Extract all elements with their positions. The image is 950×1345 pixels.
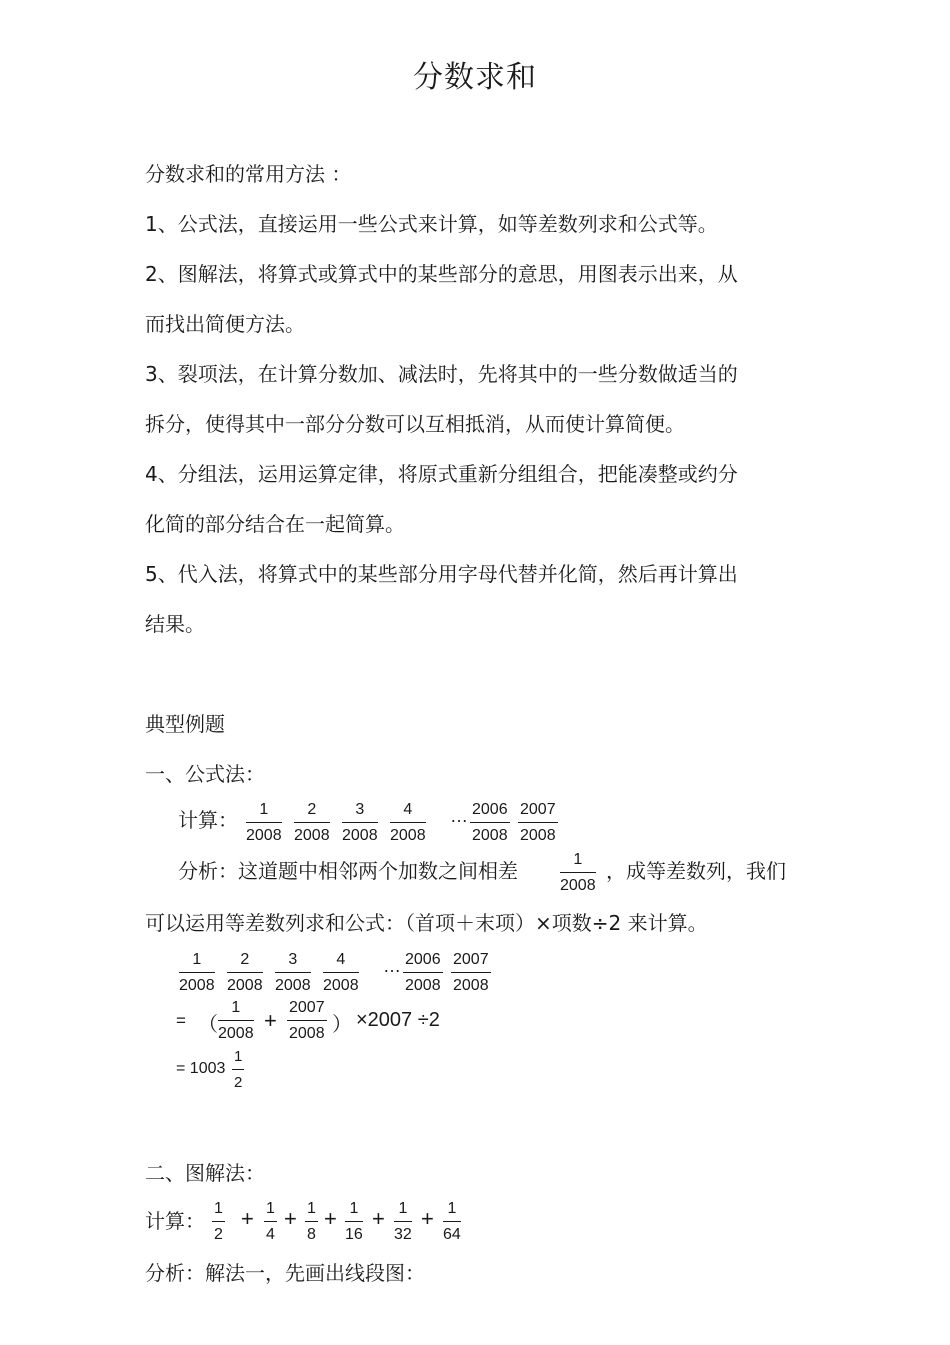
numerator: 3 xyxy=(275,950,311,973)
denominator: 2008 xyxy=(275,977,311,994)
numerator: 2006 xyxy=(403,950,443,973)
fraction xyxy=(305,1199,318,1245)
numerator: 1 xyxy=(394,1199,412,1222)
numerator: 1 xyxy=(345,1199,363,1222)
intro-text: 分数求和的常用方法 ： xyxy=(145,162,352,186)
denominator: 2008 xyxy=(472,827,508,844)
plus-sign: + xyxy=(421,1206,434,1231)
method-line-6: 4、分组法，运用运算定律，将原式重新分组组合，把能凑整或约分 xyxy=(145,462,738,486)
method-line-2: 2、图解法，将算式或算式中的某些部分的意思，用图表示出来，从 xyxy=(145,262,738,286)
denominator: 2008 xyxy=(218,1025,254,1042)
numerator: 1 xyxy=(305,1199,318,1222)
method-line-5: 拆分，使得其中一部分分数可以互相抵消，从而使计算简便。 xyxy=(145,412,685,436)
denominator: 32 xyxy=(394,1226,412,1243)
numerator: 4 xyxy=(390,800,426,823)
numerator: 1 xyxy=(246,800,282,823)
section1-calc-label: 计算： xyxy=(178,808,238,832)
denominator: 4 xyxy=(266,1226,275,1243)
numerator: 3 xyxy=(342,800,378,823)
fraction xyxy=(443,1199,461,1245)
plus-sign: + xyxy=(264,1008,277,1033)
method-line-8: 5、代入法，将算式中的某些部分用字母代替并化简，然后再计算出 xyxy=(145,562,738,586)
denominator: 8 xyxy=(307,1226,316,1243)
numerator: 1 xyxy=(179,950,215,973)
fraction xyxy=(394,1199,412,1245)
numerator: 2006 xyxy=(470,800,510,823)
fraction xyxy=(403,950,443,996)
equals-sign: = xyxy=(176,1011,186,1030)
denominator: 2 xyxy=(234,1074,243,1091)
fraction xyxy=(342,800,378,846)
fraction xyxy=(179,950,215,996)
section2-analysis: 分析：解法一，先画出线段图： xyxy=(145,1261,425,1285)
numerator: 1 xyxy=(212,1199,225,1222)
plus-sign: + xyxy=(324,1206,337,1231)
method-line-4: 3、裂项法，在计算分数加、减法时，先将其中的一些分数做适当的 xyxy=(145,362,738,386)
close-paren: ） xyxy=(332,1012,352,1036)
method-line-3: 而找出简便方法。 xyxy=(145,312,305,336)
examples-heading: 典型例题 xyxy=(145,712,225,736)
plus-sign: + xyxy=(241,1206,254,1231)
numerator: 2 xyxy=(294,800,330,823)
section2-calc-label: 计算： xyxy=(145,1209,205,1233)
fraction xyxy=(518,800,558,846)
step2-rest: ×2007 ÷2 xyxy=(356,1009,440,1031)
numerator: 2007 xyxy=(518,800,558,823)
step3-prefix: = 1003 xyxy=(176,1060,226,1077)
numerator: 2 xyxy=(227,950,263,973)
fraction xyxy=(246,800,282,846)
denominator: 2008 xyxy=(390,827,426,844)
numerator: 1 xyxy=(218,998,254,1021)
fraction xyxy=(232,1047,244,1093)
method-line-9: 结果。 xyxy=(145,612,205,636)
denominator: 2008 xyxy=(289,1025,325,1042)
section2-heading: 二、图解法： xyxy=(145,1161,265,1185)
plus-sign: + xyxy=(284,1206,297,1231)
section1-analysis-prefix: 分析：这道题中相邻两个加数之间相差 xyxy=(178,859,518,883)
fraction xyxy=(264,1199,277,1245)
page-title: 分数求和 xyxy=(413,60,537,95)
method-line-1: 1、公式法，直接运用一些公式来计算，如等差数列求和公式等。 xyxy=(145,212,718,236)
denominator: 2 xyxy=(214,1226,223,1243)
fraction xyxy=(287,998,327,1044)
numerator: 1 xyxy=(232,1047,244,1070)
fraction xyxy=(275,950,311,996)
denominator: 64 xyxy=(443,1226,461,1243)
method-line-7: 化简的部分结合在一起简算。 xyxy=(145,512,405,536)
denominator: 2008 xyxy=(520,827,556,844)
denominator: 2008 xyxy=(227,977,263,994)
numerator: 2007 xyxy=(451,950,491,973)
denominator: 2008 xyxy=(405,977,441,994)
denominator: 16 xyxy=(345,1226,363,1243)
denominator: 2008 xyxy=(342,827,378,844)
section1-analysis-line2: 可以运用等差数列求和公式：（首项＋末项）×项数÷2 来计算。 xyxy=(145,911,708,935)
denominator: 2008 xyxy=(323,977,359,994)
ellipsis: … xyxy=(383,956,401,976)
denominator: 2008 xyxy=(246,827,282,844)
fraction xyxy=(323,950,359,996)
fraction xyxy=(218,998,254,1044)
denominator: 2008 xyxy=(453,977,489,994)
fraction xyxy=(212,1199,225,1245)
denominator: 2008 xyxy=(179,977,215,994)
open-paren: （ xyxy=(198,1012,218,1036)
fraction xyxy=(294,800,330,846)
numerator: 4 xyxy=(323,950,359,973)
denominator: 2008 xyxy=(294,827,330,844)
fraction xyxy=(227,950,263,996)
fraction xyxy=(560,850,596,896)
section1-analysis-suffix: ，成等差数列，我们 xyxy=(606,859,786,883)
fraction xyxy=(470,800,510,846)
section1-heading: 一、公式法： xyxy=(145,762,265,786)
fraction xyxy=(390,800,426,846)
numerator: 1 xyxy=(443,1199,461,1222)
denominator: 2008 xyxy=(560,877,596,894)
numerator: 1 xyxy=(560,850,596,873)
fraction xyxy=(345,1199,363,1245)
numerator: 1 xyxy=(264,1199,277,1222)
numerator: 2007 xyxy=(287,998,327,1021)
fraction xyxy=(451,950,491,996)
plus-sign: + xyxy=(372,1206,385,1231)
ellipsis: … xyxy=(450,806,468,826)
